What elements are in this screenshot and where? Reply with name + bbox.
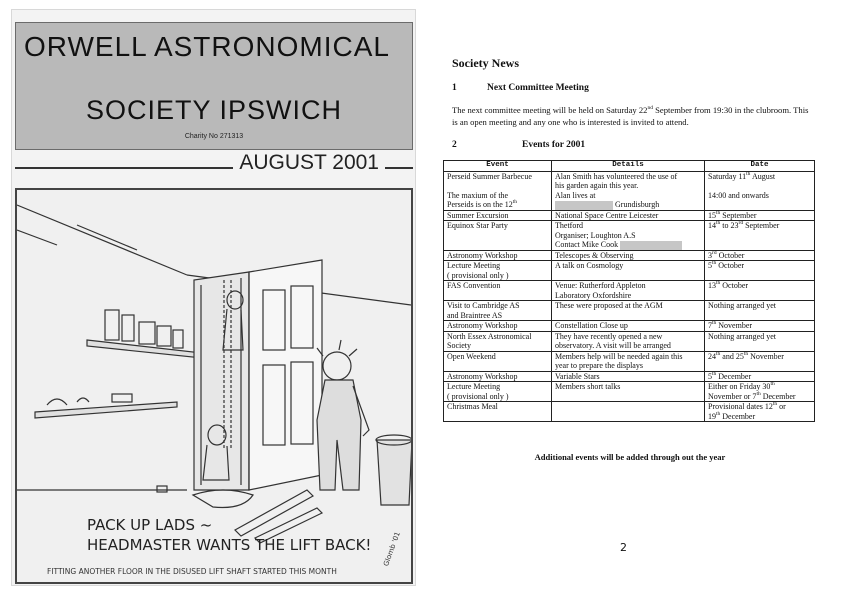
masthead-title-line1: ORWELL ASTRONOMICAL	[24, 31, 390, 62]
masthead-title-line2: SOCIETY IPSWICH	[85, 95, 343, 125]
details-cell	[552, 402, 705, 422]
event-cell: Astronomy Workshop	[444, 250, 552, 261]
event-cell: Equinox Star Party	[444, 221, 552, 251]
charity-number: Charity No 271313	[184, 133, 244, 140]
details-cell: Venue: Rutherford Appleton Laboratory Oxfordshire	[552, 281, 705, 301]
table-row	[444, 321, 815, 332]
date-cell: Nothing arranged yet	[705, 331, 815, 351]
event-cell: Open Weekend	[444, 351, 552, 371]
date-cell: 5th December	[705, 371, 815, 382]
date-cell: 24th and 25th November	[705, 351, 815, 371]
table-row	[444, 210, 815, 221]
details-cell: Variable Stars	[552, 371, 705, 382]
table-row	[444, 301, 815, 321]
events-table	[443, 160, 815, 422]
event-cell: Astronomy Workshop	[444, 371, 552, 382]
page-number: 2	[620, 541, 627, 554]
page-title: Society News	[452, 56, 519, 70]
table-row	[444, 371, 815, 382]
date-cell: Saturday 11th August 14:00 and onwards	[705, 171, 815, 210]
date-cell: 15th September	[705, 210, 815, 221]
table-row	[444, 221, 815, 251]
column-header-event: Event	[444, 161, 552, 172]
section-1-title: Next Committee Meeting	[487, 83, 589, 93]
table-header-row	[444, 161, 815, 172]
details-cell: They have recently opened a new observatory. A visit will be arranged	[552, 331, 705, 351]
redaction-bar	[620, 241, 682, 250]
cartoon-caption-line2: HEADMASTER WANTS THE LIFT BACK!	[87, 536, 372, 554]
table-row	[444, 261, 815, 281]
event-cell: FAS Convention	[444, 281, 552, 301]
table-row	[444, 382, 815, 402]
para-superscript: nd	[647, 105, 653, 111]
column-header-details: Details	[552, 161, 705, 172]
details-cell: Telescopes & Observing	[552, 250, 705, 261]
section-2-title: Events for 2001	[522, 140, 586, 150]
masthead	[15, 22, 413, 150]
details-cell: A talk on Cosmology	[552, 261, 705, 281]
section-1-number: 1	[452, 83, 457, 93]
event-cell: Summer Excursion	[444, 210, 552, 221]
cartoon-drawing	[17, 190, 411, 582]
newsletter-cover	[11, 9, 416, 586]
table-row	[444, 281, 815, 301]
event-cell: Astronomy Workshop	[444, 321, 552, 332]
details-cell: Constellation Close up	[552, 321, 705, 332]
redaction-bar	[555, 201, 613, 210]
details-cell: These were proposed at the AGM	[552, 301, 705, 321]
section-2-number: 2	[452, 140, 457, 150]
details-cell: Members short talks	[552, 382, 705, 402]
issue-date: AUGUST 2001	[233, 151, 385, 175]
event-cell: North Essex Astronomical Society	[444, 331, 552, 351]
event-cell: Lecture Meeting ( provisional only )	[444, 382, 552, 402]
table-row	[444, 402, 815, 422]
date-cell: Either on Friday 30th November or 7th December	[705, 382, 815, 402]
date-cell: 13th October	[705, 281, 815, 301]
event-cell: Christmas Meal	[444, 402, 552, 422]
cartoon-subcaption: FITTING ANOTHER FLOOR IN THE DISUSED LIFT SHAFT STARTED THIS MONTH	[47, 567, 337, 576]
para-text-a: The next committee meeting will be held on Saturday 22	[452, 105, 648, 115]
date-cell: 5th October	[705, 261, 815, 281]
details-cell: National Space Centre Leicester	[552, 210, 705, 221]
date-cell: Nothing arranged yet	[705, 301, 815, 321]
cartoon-signature: Glomb '01	[382, 530, 402, 568]
event-cell: Lecture Meeting ( provisional only )	[444, 261, 552, 281]
event-cell: Perseid Summer Barbecue The maxium of the Perseids is on the 12th	[444, 171, 552, 210]
date-cell: 7th November	[705, 321, 815, 332]
table-row	[444, 351, 815, 371]
event-cell: Visit to Cambridge AS and Braintree AS	[444, 301, 552, 321]
column-header-date: Date	[705, 161, 815, 172]
additional-events-note: Additional events will be added through out the year	[534, 452, 726, 462]
details-cell: Alan Smith has volunteered the use of his garden again this year. Alan lives at Grundisburgh	[552, 171, 705, 210]
table-row	[444, 331, 815, 351]
cover-cartoon	[15, 188, 413, 584]
table-row	[444, 250, 815, 261]
table-row	[444, 171, 815, 210]
cartoon-caption-line1: PACK UP LADS ~	[87, 516, 213, 534]
events-table-body	[444, 171, 815, 422]
committee-meeting-paragraph	[452, 104, 812, 128]
details-cell: Members help will be needed again this year to prepare the displays	[552, 351, 705, 371]
date-cell: 14th to 23rd September	[705, 221, 815, 251]
date-cell: 3rd October	[705, 250, 815, 261]
details-cell: Thetford Organiser; Loughton A.S Contact Mike Cook	[552, 221, 705, 251]
date-cell: Provisional dates 12th or 19th December	[705, 402, 815, 422]
para-text-b: September from 19:30 in the clubroom. This is an open meeting and any one who is interested is invited to attend.	[452, 105, 809, 127]
